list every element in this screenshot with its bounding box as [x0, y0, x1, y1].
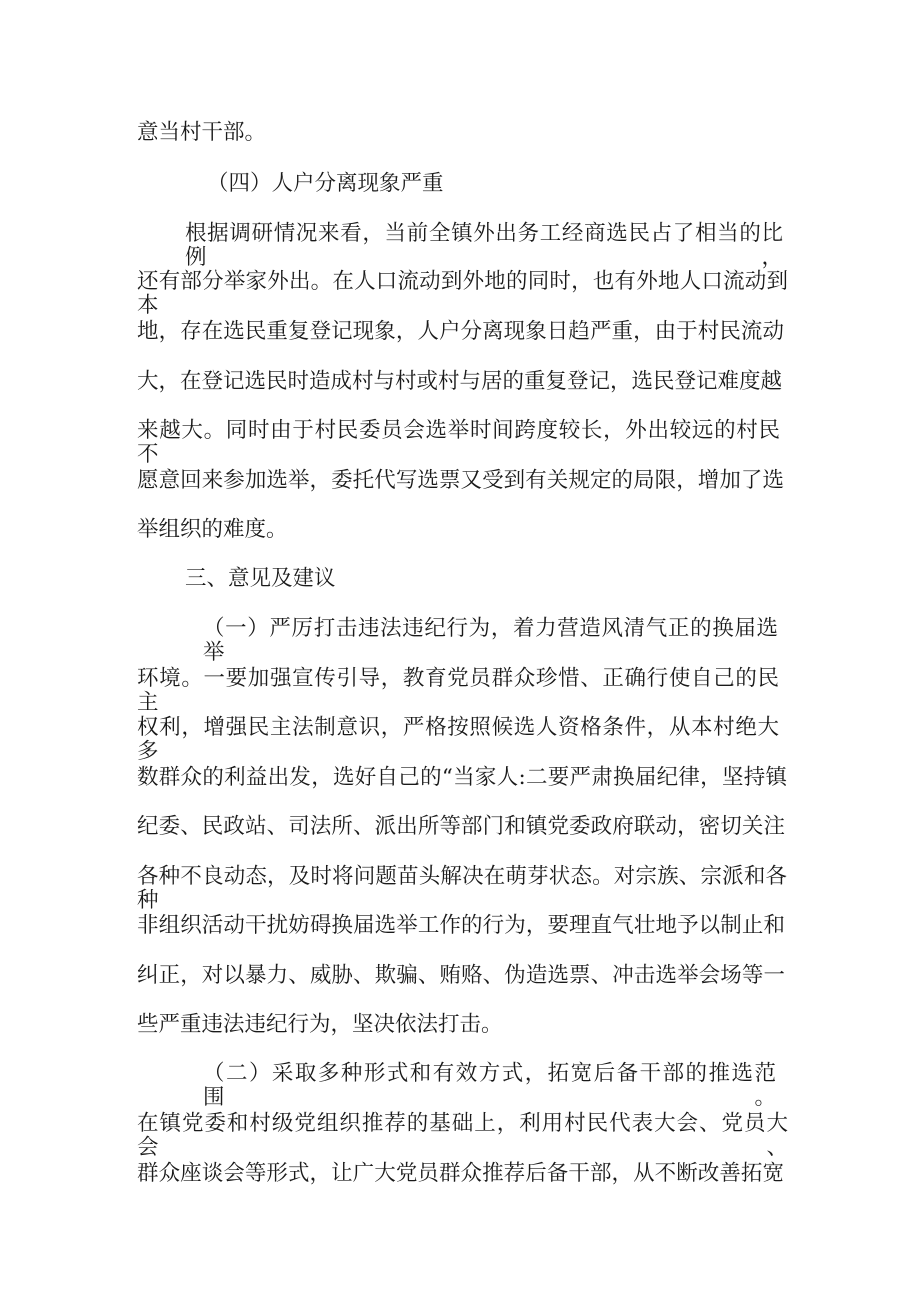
- text-line: 环境。一要加强宣传引导，教育党员群众珍惜、正确行使自己的民主: [137, 666, 779, 715]
- section-heading: 三、意见及建议: [185, 566, 336, 591]
- text-line: 非组织活动干扰妨碍换届选举工作的行为，要理直气壮地予以制止和: [137, 913, 785, 938]
- section-heading: （四）人户分离现象严重: [207, 171, 444, 196]
- text-line: 举组织的难度。: [137, 517, 288, 542]
- text-line: （二）采取多种形式和有效方式，拓宽后备干部的推选范围。: [203, 1061, 776, 1110]
- text-line: 地，存在选民重复登记现象，人户分离现象日趋严重，由于村民流动: [137, 319, 784, 344]
- text-line: 各种不良动态，及时将问题苗头解决在萌芽状态。对宗族、宗派和各种: [137, 864, 787, 913]
- text-line: 根据调研情况来看，当前全镇外出务工经商选民占了相当的比例，: [185, 221, 783, 270]
- text-line: 在镇党委和村级党组织推荐的基础上，利用村民代表大会、党员大会、: [137, 1111, 788, 1160]
- text-line: 些严重违法违纪行为，坚决依法打击。: [137, 1012, 503, 1037]
- text-line: （一）严厉打击违法违纪行为，着力营造风清气正的换届选举: [203, 616, 778, 665]
- text-line: 还有部分举家外出。在人口流动到外地的同时，也有外地人口流动到本: [137, 269, 788, 318]
- text-line: 纪委、民政站、司法所、派出所等部门和镇党委政府联动，密切关注: [137, 814, 785, 839]
- text-line: 大，在登记选民时造成村与村或村与居的重复登记，选民登记难度越: [137, 369, 783, 394]
- text-line: 纠正，对以暴力、威胁、欺骗、贿赂、伪造选票、冲击选举会场等一: [137, 963, 785, 988]
- text-line: 愿意回来参加选举，委托代写选票又受到有关规定的局限，增加了选: [137, 468, 784, 493]
- text-line: 权利，增强民主法制意识，严格按照候选人资格条件，从本村绝大多: [137, 715, 779, 764]
- text-line: 群众座谈会等形式，让广大党员群众推荐后备干部，从不断改善拓宽: [137, 1161, 784, 1186]
- text-line: 来越大。同时由于村民委员会选举时间跨度较长，外出较远的村民不: [137, 418, 780, 467]
- text-line: 意当村干部。: [137, 120, 267, 145]
- text-line: 数群众的利益出发，选好自己的“当家人:二要严肃换届纪律，坚持镇: [137, 765, 787, 790]
